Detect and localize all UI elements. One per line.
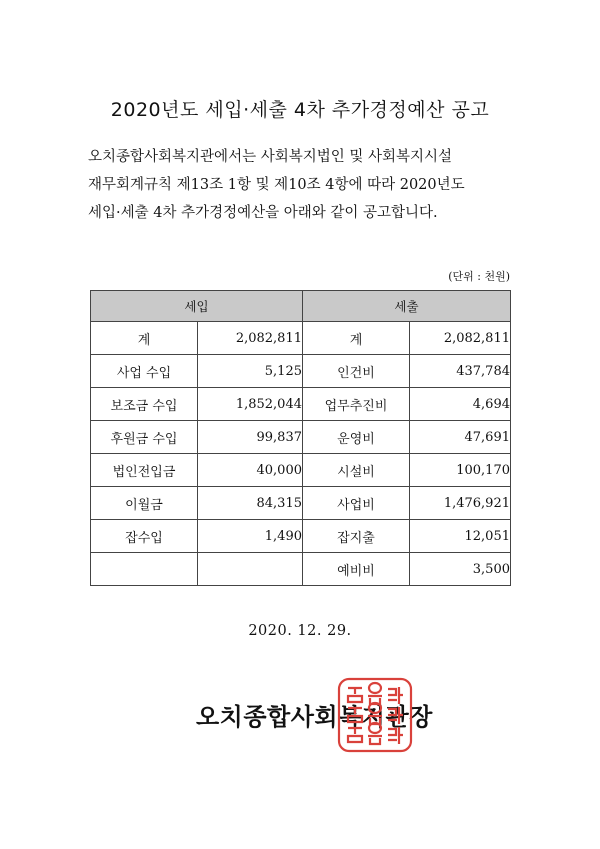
seal-glyph [348, 688, 362, 702]
expenditure-item-amount: 4,694 [410, 388, 511, 421]
expenditure-item-label: 계 [303, 322, 410, 355]
table-row [91, 454, 511, 487]
revenue-item-label [91, 553, 198, 586]
paragraph-line: 세입·세출 4차 추가경정예산을 아래와 같이 공고합니다. [88, 205, 438, 221]
expenditure-item-label: 업무추진비 [303, 388, 410, 421]
revenue-item-amount: 99,837 [198, 421, 303, 454]
seal-glyph [368, 703, 382, 724]
expenditure-item-amount: 47,691 [410, 421, 511, 454]
table-row [91, 553, 511, 586]
revenue-item-label: 잡수입 [91, 520, 198, 553]
revenue-item-label: 법인전입금 [91, 454, 198, 487]
expenditure-item-label: 잡지출 [303, 520, 410, 553]
table-row [91, 520, 511, 553]
paragraph-line: 재무회계규칙 제13조 1항 및 제10조 4항에 따라 2020년도 [88, 177, 465, 193]
revenue-item-amount: 1,490 [198, 520, 303, 553]
expenditure-item-label: 예비비 [303, 553, 410, 586]
seal-glyph [388, 687, 403, 704]
revenue-item-amount: 5,125 [198, 355, 303, 388]
expenditure-item-label: 시설비 [303, 454, 410, 487]
unit-label: (단위 : 천원) [448, 270, 510, 283]
official-seal-icon [336, 676, 414, 754]
revenue-item-amount: 2,082,811 [198, 322, 303, 355]
paragraph-line: 오치종합사회복지관에서는 사회복지법인 및 사회복지시설 [88, 149, 453, 165]
table-row [91, 421, 511, 454]
table-header-row [91, 291, 511, 322]
revenue-item-label: 이월금 [91, 487, 198, 520]
revenue-item-label: 후원금 수입 [91, 421, 198, 454]
expenditure-item-label: 인건비 [303, 355, 410, 388]
revenue-item-amount: 1,852,044 [198, 388, 303, 421]
expenditure-item-amount: 437,784 [410, 355, 511, 388]
expenditure-item-amount: 100,170 [410, 454, 511, 487]
revenue-item-label: 사업 수입 [91, 355, 198, 388]
budget-table [90, 290, 511, 586]
table-row [91, 355, 511, 388]
seal-glyph [388, 707, 403, 724]
expenditure-item-amount: 12,051 [410, 520, 511, 553]
seal-glyph [368, 683, 382, 704]
revenue-item-amount [198, 553, 303, 586]
expenditure-item-amount: 2,082,811 [410, 322, 511, 355]
table-row [91, 388, 511, 421]
table-row [91, 322, 511, 355]
revenue-item-amount: 84,315 [198, 487, 303, 520]
revenue-item-label: 계 [91, 322, 198, 355]
page-title: 2020년도 세입·세출 4차 추가경정예산 공고 [110, 99, 490, 121]
revenue-item-amount: 40,000 [198, 454, 303, 487]
expenditure-item-amount: 3,500 [410, 553, 511, 586]
announcement-date: 2020. 12. 29. [248, 623, 352, 639]
revenue-header: 세입 [91, 291, 303, 322]
expenditure-item-label: 운영비 [303, 421, 410, 454]
seal-glyph [348, 708, 362, 722]
revenue-item-label: 보조금 수입 [91, 388, 198, 421]
table-row [91, 487, 511, 520]
seal-glyph [388, 727, 403, 744]
signature-name: 오치종합사회복지관장 [196, 703, 433, 731]
expenditure-item-label: 사업비 [303, 487, 410, 520]
announcement-paragraph [88, 143, 528, 227]
seal-glyph [368, 723, 382, 744]
expenditure-item-amount: 1,476,921 [410, 487, 511, 520]
expenditure-header: 세출 [303, 291, 511, 322]
seal-glyph [348, 728, 362, 742]
